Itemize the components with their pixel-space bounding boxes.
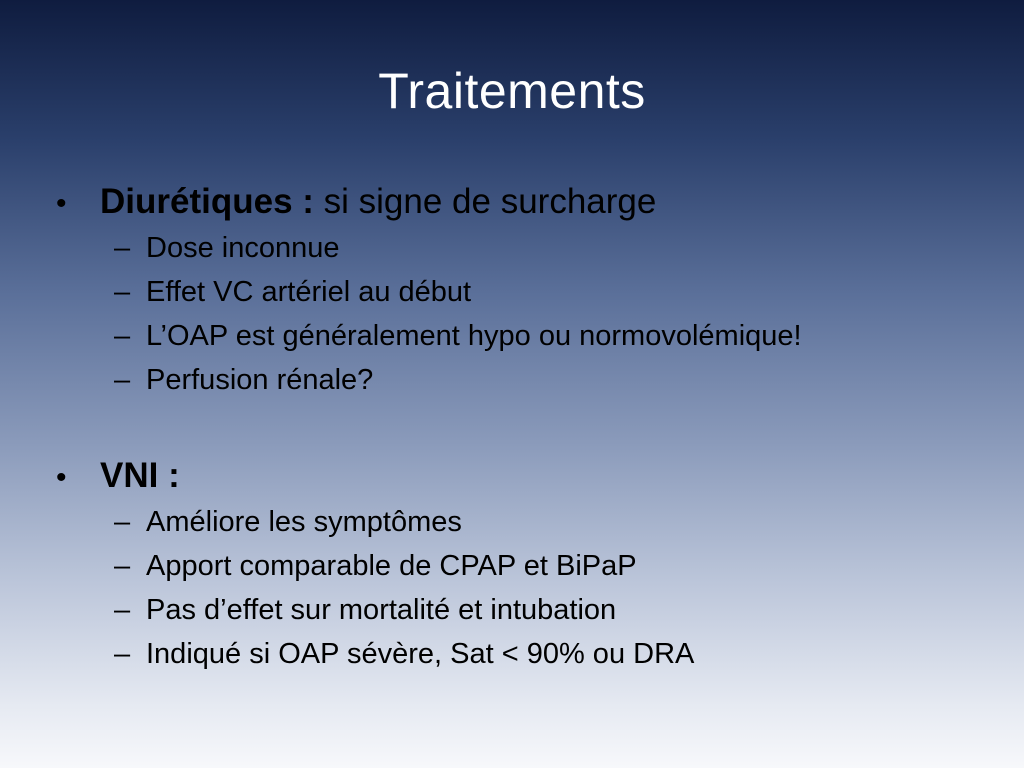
dash-marker: –	[114, 550, 131, 582]
sub-bullet-item	[114, 632, 996, 676]
bullet-diuretiques	[56, 178, 996, 226]
sublist-vni	[114, 500, 996, 676]
bullet-heading: Diurétiques :	[100, 182, 314, 221]
sub-bullet-text: Effet VC artériel au début	[146, 276, 472, 308]
sub-bullet-text: L’OAP est généralement hypo ou normovolémique!	[146, 320, 802, 352]
slide-title: Traitements	[378, 63, 646, 119]
dash-marker: –	[114, 276, 131, 308]
sub-bullet-text: Apport comparable de CPAP et BiPaP	[146, 550, 637, 582]
spacer	[56, 402, 996, 452]
bullet-dot: •	[56, 187, 67, 220]
sub-bullet-text: Perfusion rénale?	[146, 364, 374, 396]
sub-bullet-item	[114, 358, 996, 402]
sub-bullet-text: Indiqué si OAP sévère, Sat < 90% ou DRA	[146, 638, 695, 670]
dash-marker: –	[114, 638, 131, 670]
sub-bullet-item	[114, 500, 996, 544]
bullet-dot: •	[56, 461, 67, 494]
bullet-text: si signe de surcharge	[313, 182, 657, 221]
bullet-heading: VNI :	[100, 456, 180, 495]
dash-marker: –	[114, 364, 131, 396]
sub-bullet-text: Pas d’effet sur mortalité et intubation	[146, 594, 617, 626]
slide-content	[56, 178, 996, 676]
sub-bullet-item	[114, 270, 996, 314]
bullet-vni	[56, 452, 996, 500]
sub-bullet-text: Dose inconnue	[146, 232, 340, 264]
dash-marker: –	[114, 506, 131, 538]
dash-marker: –	[114, 594, 131, 626]
sublist-diuretiques	[114, 226, 996, 402]
dash-marker: –	[114, 320, 131, 352]
sub-bullet-item	[114, 544, 996, 588]
dash-marker: –	[114, 232, 131, 264]
sub-bullet-text: Améliore les symptômes	[146, 506, 462, 538]
sub-bullet-item	[114, 226, 996, 270]
sub-bullet-item	[114, 314, 996, 358]
sub-bullet-item	[114, 588, 996, 632]
